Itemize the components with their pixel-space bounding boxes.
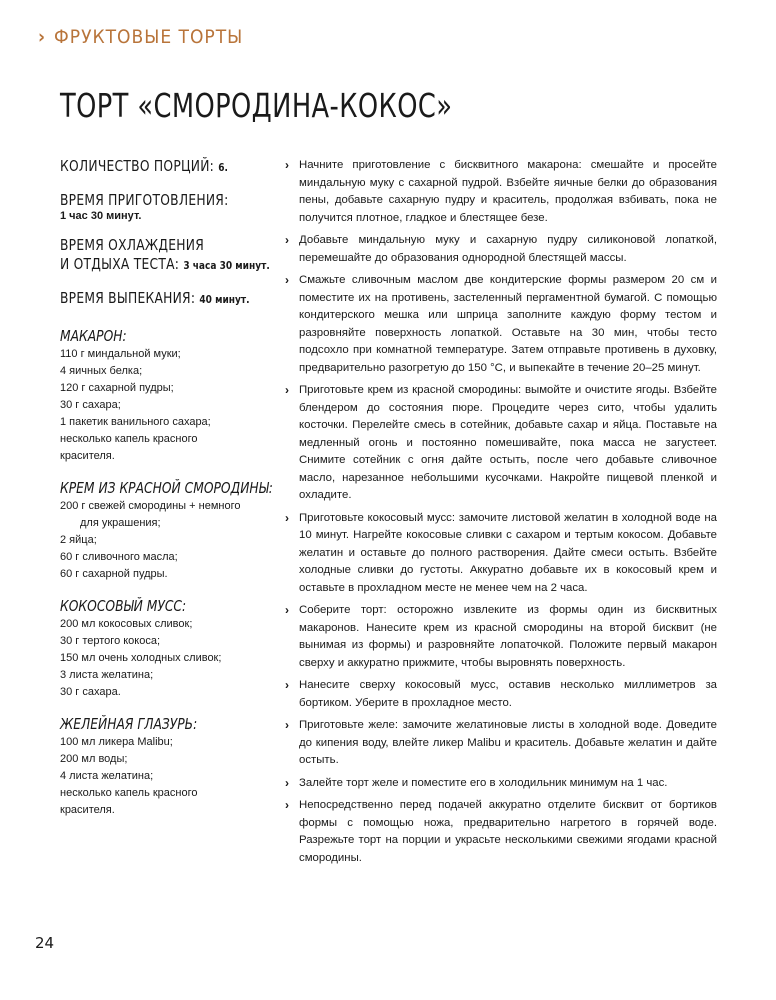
ingredient-item: 200 г свежей смородины + немного [60, 500, 241, 512]
step-arrow-icon: › [285, 510, 289, 525]
step-text: Приготовьте желе: замочите желатиновые листы в холодной воде. Доведите до кипения воду, влейте ликер Malibu и краситель. Добавьте желатин и дайте остыть. [299, 719, 717, 766]
step-text: Непосредственно перед подачей аккуратно отделите бисквит от бортиков формы с помощью ножа, предварительно нагретого в горячей воде. Разрежьте торт на порции и украсьте несколькими свежими ягодами красной смородины. [299, 799, 717, 864]
baking-time-label: ВРЕМЯ ВЫПЕКАНИЯ: 40 минут. [60, 289, 250, 307]
ingredient-item: 110 г миндальной муки; [60, 348, 181, 360]
recipe-step [285, 157, 717, 227]
baking-time-info [60, 289, 275, 309]
recipe-step [285, 232, 717, 267]
step-text: Залейте торт желе и поместите его в холодильник минимум на 1 час. [299, 776, 668, 789]
ingredient-group-macaron [60, 327, 275, 465]
servings-value: 6. [218, 161, 228, 174]
section-header [38, 26, 243, 48]
prep-time-value: 1 час 30 минут. [60, 210, 142, 222]
step-arrow-icon: › [285, 233, 289, 247]
step-text: Начните приготовление с бисквитного макарона: смешайте и просейте миндальную муку с сахарной пудрой. Взбейте яичные белки до образования пены, добавьте сахарную пудру и краситель, продолжая взбивать, пока не получится плотное, гладкое и блестящее безе. [299, 159, 717, 224]
step-text: Соберите торт: осторожно извлеките из формы один из бисквитных макаронов. Нанесите крем из красной смородины на второй бисквит (не вынимая из формы) и разровняйте лопаточкой. Положите первый макарон сверху и аккуратно прижмите, чтобы выровнять поверхность. [299, 604, 717, 669]
ingredient-item: 200 мл воды; [60, 753, 128, 765]
ingredient-item: 60 г сахарной пудры. [60, 568, 168, 580]
step-arrow-icon: › [285, 775, 289, 790]
ingredient-group-currant-cream [60, 479, 275, 583]
cooling-time-label-line2: И ОТДЫХА ТЕСТА: 3 часа 30 минут. [60, 255, 270, 273]
ingredient-item: красителя. [60, 450, 115, 462]
step-arrow-icon: › [285, 158, 289, 172]
ingredient-item: 30 г тертого кокоса; [60, 635, 161, 647]
step-text: Добавьте миндальную муку и сахарную пудру силиконовой лопаткой, перемешайте до образования однородной блестящей массы. [299, 234, 717, 264]
ingredient-item: 60 г сливочного масла; [60, 551, 178, 563]
ingredient-item: 1 пакетик ванильного сахара; [60, 416, 211, 428]
step-text: Нанесите сверху кокосовый мусс, оставив несколько миллиметров за бортиком. Уберите в прохладное место. [299, 679, 717, 709]
recipe-step [285, 602, 717, 672]
ingredient-group-jelly-glaze [60, 715, 275, 819]
step-arrow-icon: › [285, 678, 289, 692]
step-arrow-icon: › [285, 603, 289, 617]
recipe-step [285, 272, 717, 377]
cooling-time-value: 3 часа 30 минут. [183, 259, 270, 272]
ingredient-group-title: ЖЕЛЕЙНАЯ ГЛАЗУРЬ: [60, 715, 198, 733]
ingredient-group-title: КРЕМ ИЗ КРАСНОЙ СМОРОДИНЫ: [60, 479, 273, 497]
cooling-time-label-line1: ВРЕМЯ ОХЛАЖДЕНИЯ [60, 236, 205, 254]
ingredient-item: 30 г сахара. [60, 686, 121, 698]
ingredient-item: 100 мл ликера Malibu; [60, 736, 173, 748]
recipe-step [285, 677, 717, 712]
ingredient-item: 3 листа желатина; [60, 669, 154, 681]
recipe-step [285, 510, 717, 598]
ingredient-item: 200 мл кокосовых сливок; [60, 618, 193, 630]
ingredient-item: несколько капель красного [60, 433, 198, 445]
step-text: Приготовьте кокосовый мусс: замочите листовой желатин в холодной воде на 10 минут. Нагрейте кокосовые сливки с сахаром и тертым кокосом. Добавьте желатин и оставьте до полного растворения. Дайте смеси остыть. Взбейте холодные сливки до густоты. Аккуратно добавьте их в кокосовый крем и оставьте в прохладном месте не менее чем на 2 часа. [299, 511, 717, 594]
prep-time-label: ВРЕМЯ ПРИГОТОВЛЕНИЯ: [60, 191, 229, 209]
step-arrow-icon: › [285, 718, 289, 732]
ingredient-item: 150 мл очень холодных сливок; [60, 652, 222, 664]
ingredient-item: для украшения; [80, 517, 161, 529]
ingredient-item: 4 листа желатина; [60, 770, 154, 782]
ingredient-group-coconut-mousse [60, 597, 275, 701]
prep-time-info [60, 191, 275, 222]
step-arrow-icon: › [285, 383, 289, 397]
ingredient-group-title: МАКАРОН: [60, 327, 127, 345]
page-number: 24 [35, 934, 55, 952]
recipe-step [285, 775, 717, 793]
recipe-steps [285, 157, 717, 872]
ingredient-item: несколько капель красного [60, 787, 198, 799]
recipe-step [285, 717, 717, 770]
servings-info [60, 157, 275, 177]
recipe-sidebar [60, 157, 275, 833]
ingredient-item: красителя. [60, 804, 115, 816]
step-text: Смажьте сливочным маслом две кондитерские формы размером 20 см и поместите их на противень, застеленный пергаментной бумагой. С помощью кондитерского мешка или шприца заполните каждую форму тестом и разровняйте поверхность лопаткой. Оставьте на 30 мин, чтобы тесто подсохло при комнатной температуре. Затем отправьте противень в духовку, предварительно разогретую до 150 °С, и выпекайте в течение 20–25 минут. [299, 274, 717, 374]
step-text: Приготовьте крем из красной смородины: вымойте и очистите ягоды. Взбейте блендером до состояния пюре. Процедите через сито, чтобы удалить косточки. Перелейте смесь в сотейник, добавьте сахар и яйца. Поставьте на медленный огонь и постоянно помешивайте, пока масса не загустеет. Снимите сотейник с огня дайте остыть, после чего добавьте сливочное масло, нарезанное небольшими кусочками. Накройте пищевой пленкой и охладите. [299, 384, 717, 501]
page-title: ТОРТ «СМОРОДИНА-КОКОС» [60, 86, 453, 125]
step-arrow-icon: › [285, 798, 289, 812]
baking-time-value: 40 минут. [199, 293, 250, 306]
ingredient-item: 2 яйца; [60, 534, 97, 546]
step-arrow-icon: › [285, 273, 289, 287]
ingredient-group-title: КОКОСОВЫЙ МУСС: [60, 597, 187, 615]
recipe-step [285, 797, 717, 867]
ingredient-item: 30 г сахара; [60, 399, 121, 411]
chevron-right-icon: › [38, 26, 47, 48]
servings-label: КОЛИЧЕСТВО ПОРЦИЙ: 6. [60, 157, 228, 175]
ingredient-item: 120 г сахарной пудры; [60, 382, 174, 394]
ingredient-item: 4 яичных белка; [60, 365, 143, 377]
section-label: ФРУКТОВЫЕ ТОРТЫ [54, 26, 244, 48]
recipe-step [285, 382, 717, 505]
cooling-time-info [60, 236, 275, 275]
